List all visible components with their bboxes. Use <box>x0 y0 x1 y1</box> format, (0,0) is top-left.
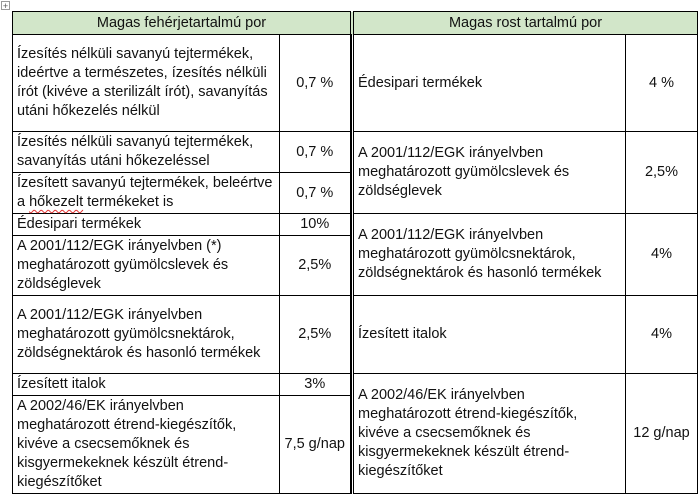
left-product-cell: Ízesítés nélküli savanyú tejtermékek, savanyítás utáni hőkezeléssel <box>13 132 280 173</box>
left-value-cell: 0,7 % <box>280 35 351 132</box>
table-row <box>13 296 698 374</box>
left-value-cell: 2,5% <box>280 236 351 296</box>
left-product-cell: Ízesített savanyú tejtermékek, beleértve a hőkezelt termékeket is <box>13 173 280 214</box>
right-product-cell: Édesipari termékek <box>354 35 626 132</box>
left-value-cell: 10% <box>280 214 351 236</box>
table-row <box>13 374 698 396</box>
left-product-cell: Édesipari termékek <box>13 214 280 236</box>
spellcheck-word: hőkezelt <box>29 194 84 210</box>
left-product-cell: A 2001/112/EGK irányelvben (*) meghatározott gyümölcslevek és zöldséglevek <box>13 236 280 296</box>
header-row <box>13 12 698 35</box>
table-move-handle-icon[interactable]: + <box>2 1 9 11</box>
right-product-cell: A 2001/112/EGK irányelvben meghatározott gyümölcslevek és zöldséglevek <box>354 132 626 214</box>
left-product-cell: Ízesítés nélküli savanyú tejtermékek, ideértve a természetes, ízesítés nélküli írót (kivéve a sterilizált írót), savanyítás utáni hőkezelés nélkül <box>13 35 280 132</box>
left-product-cell: Ízesített italok <box>13 374 280 396</box>
left-value-cell: 0,7 % <box>280 173 351 214</box>
left-value-cell: 3% <box>280 374 351 396</box>
right-value-cell: 4 % <box>626 35 698 132</box>
right-value-cell: 2,5% <box>626 132 698 214</box>
left-header: Magas fehérjetartalmú por <box>13 12 351 35</box>
table-row <box>13 132 698 173</box>
table-row <box>13 214 698 236</box>
right-value-cell: 4% <box>626 296 698 374</box>
right-value-cell: 4% <box>626 214 698 296</box>
left-value-cell: 0,7 % <box>280 132 351 173</box>
nutrient-table <box>12 11 698 494</box>
right-product-cell: A 2002/46/EK irányelvben meghatározott étrend-kiegészítők, kivéve a csecsemőknek és kisgyermekeknek készült étrend-kiegészítőket <box>354 374 626 494</box>
right-product-cell: A 2001/112/EGK irányelvben meghatározott gyümölcsnektárok, zöldségnektárok és hasonló termékek <box>354 214 626 296</box>
table-row <box>13 35 698 132</box>
left-value-cell: 7,5 g/nap <box>280 396 351 494</box>
left-value-cell: 2,5% <box>280 296 351 374</box>
right-header: Magas rost tartalmú por <box>354 12 698 35</box>
left-product-cell: A 2002/46/EK irányelvben meghatározott étrend-kiegészítők, kivéve a csecsemőknek és kisgyermekeknek készült étrend-kiegészítőket <box>13 396 280 494</box>
right-product-cell: Ízesített italok <box>354 296 626 374</box>
left-product-cell: A 2001/112/EGK irányelvben meghatározott gyümölcsnektárok, zöldségnektárok és hasonló termékek <box>13 296 280 374</box>
right-value-cell: 12 g/nap <box>626 374 698 494</box>
